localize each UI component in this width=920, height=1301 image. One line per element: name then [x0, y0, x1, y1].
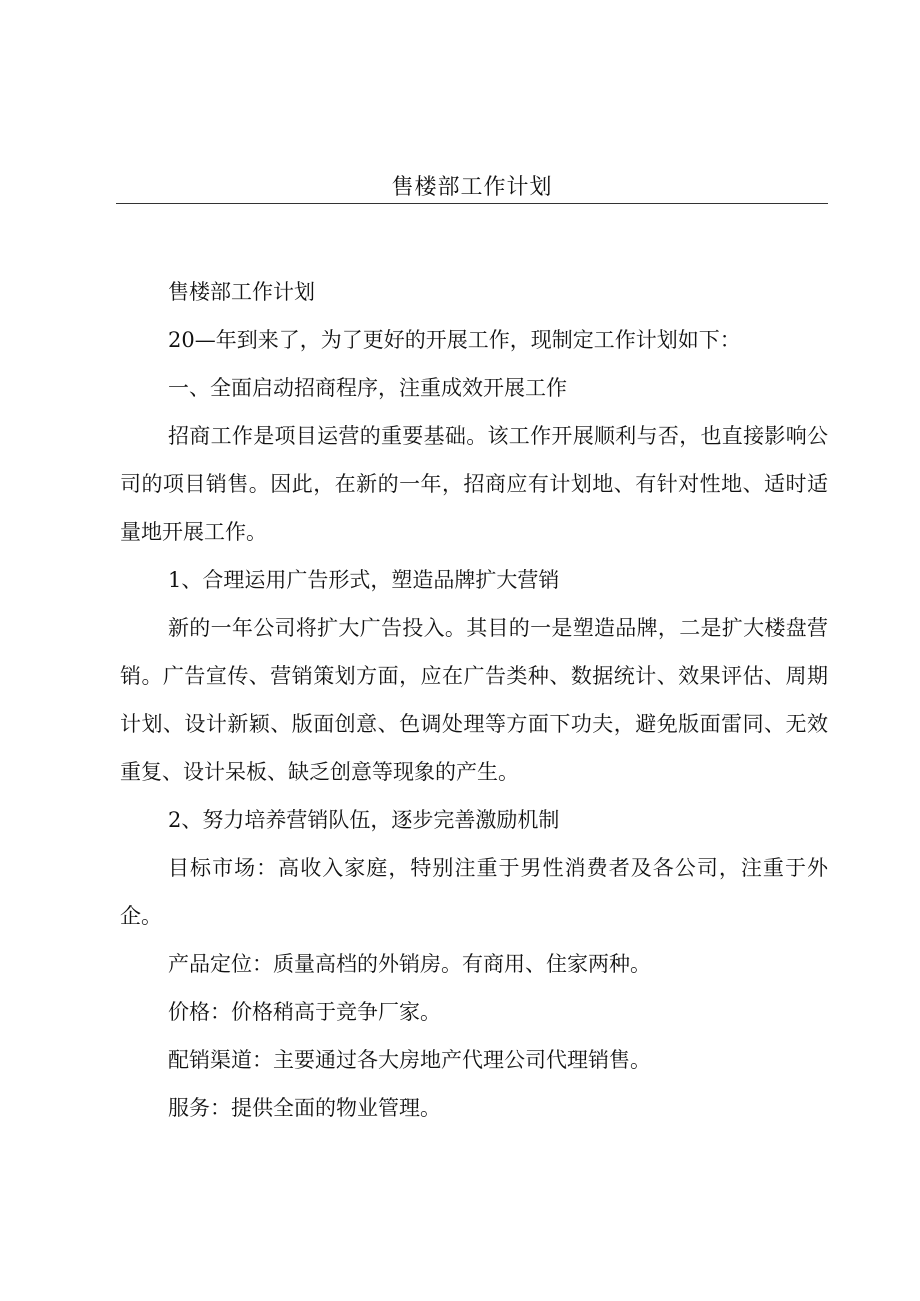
paragraph-target-market: 目标市场：高收入家庭，特别注重于男性消费者及各公司，注重于外企。 [120, 856, 828, 928]
paragraph-service: 服务：提供全面的物业管理。 [168, 1096, 441, 1120]
paragraph-price: 价格：价格稍高于竞争厂家。 [168, 1000, 441, 1024]
paragraph-investment: 招商工作是项目运营的重要基础。该工作开展顺利与否，也直接影响公司的项目销售。因此，在新的一年，招商应有计划地、有针对性地、适时适量地开展工作。 [120, 424, 828, 544]
subsection-heading-1: 1、合理运用广告形式，塑造品牌扩大营销 [168, 568, 560, 592]
section-heading-1: 一、全面启动招商程序，注重成效开展工作 [168, 376, 567, 400]
paragraph-advertising: 新的一年公司将扩大广告投入。其目的一是塑造品牌，二是扩大楼盘营销。广告宣传、营销策划方面，应在广告类种、数据统计、效果评估、周期计划、设计新颖、版面创意、色调处理等方面下功夫，避免版面雷同、无效重复、设计呆板、缺乏创意等现象的产生。 [120, 616, 828, 784]
paragraph-channels: 配销渠道：主要通过各大房地产代理公司代理销售。 [168, 1048, 651, 1072]
header-divider [116, 203, 828, 204]
paragraph-positioning: 产品定位：质量高档的外销房。有商用、住家两种。 [168, 952, 651, 976]
subsection-heading-2: 2、努力培养营销队伍，逐步完善激励机制 [168, 808, 560, 832]
paragraph-doc-title: 售楼部工作计划 [168, 280, 315, 304]
paragraph-intro: 20—年到来了，为了更好的开展工作，现制定工作计划如下： [168, 328, 741, 352]
page-header-title: 售楼部工作计划 [391, 175, 553, 200]
document-body [120, 268, 828, 1132]
